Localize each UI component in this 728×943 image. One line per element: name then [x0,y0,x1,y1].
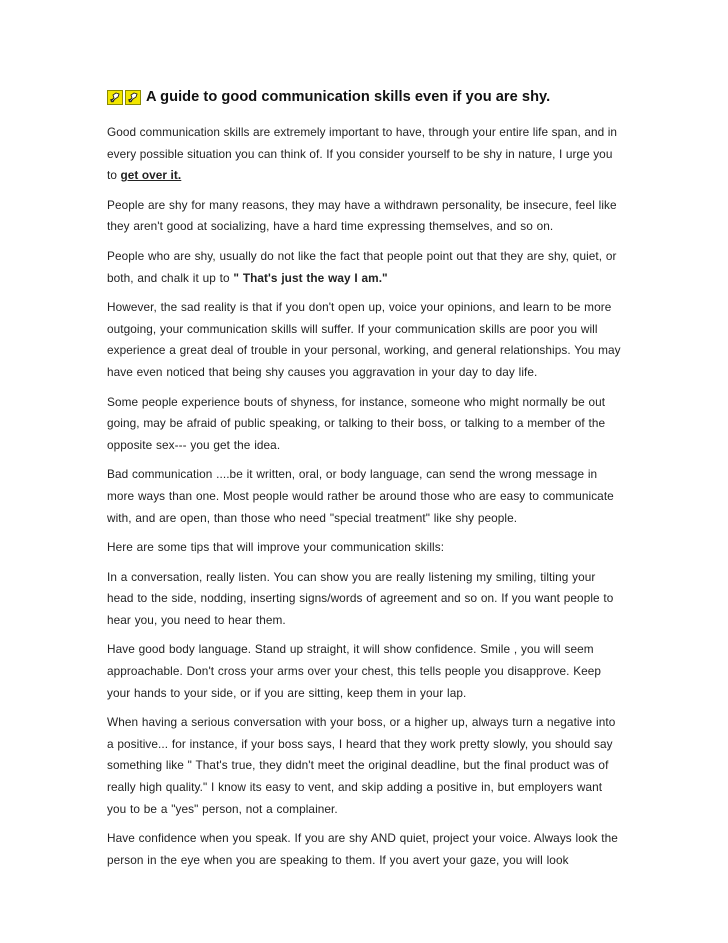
paragraph-text: People who are shy, usually do not like the fact that people point out that they are shy, quiet, or both, and chalk it up to [107,248,617,285]
title-icons [107,90,143,105]
paragraph: Bad communication ....be it written, oral, or body language, can send the wrong message in more ways than one. Most people would rather be around those who are easy to communicate with, and are open, than those who need "special treatment" like shy people. [107,467,614,525]
paragraph [107,122,622,187]
paragraph: Have confidence when you speak. If you are shy AND quiet, project your voice. Always look the person in the eye when you are speaking to them. If you avert your gaze, you will look [107,831,618,867]
paragraph [107,246,622,289]
quote-bold: " That's just the way I am." [233,270,388,285]
rocket-icon [125,90,141,105]
paragraph: When having a serious conversation with your boss, or a higher up, always turn a negative into a positive... for instance, if your boss says, I heard that they work pretty slowly, you should say something like " That's true, they didn't meet the original deadline, but the final product was of really high quality." I know its easy to vent, and skip adding a positive in, but employers want you to be a "yes" person, not a complainer. [107,715,616,816]
rocket-icon [107,90,123,105]
title-row [107,84,622,110]
paragraph-text: Good communication skills are extremely important to have, through your entire life span, and in every possible situation you can think of. If you consider yourself to be shy in nature, I urge you to [107,125,618,183]
paragraph: In a conversation, really listen. You can show you are really listening my smiling, tilting your head to the side, nodding, inserting signs/words of agreement and so on. If you want people to hear you, you need to hear them. [107,569,614,627]
paragraph: Some people experience bouts of shyness, for instance, someone who might normally be out going, may be afraid of public speaking, or talking to their boss, or talking to a member of the opposite sex--- you get the idea. [107,394,606,452]
get-over-it-link[interactable]: get over it. [120,168,182,183]
document-title: A guide to good communication skills even if you are shy. [146,89,551,105]
paragraph: However, the sad reality is that if you don't open up, voice your opinions, and learn to be more outgoing, your communication skills will suffer. If your communication skills are poor you will experience a great deal of trouble in your personal, working, and general relationships. You may have even noticed that being shy causes you aggravation in your day to day life. [107,300,621,379]
paragraph: Have good body language. Stand up straight, it will show confidence. Smile , you will seem approachable. Don't cross your arms over your chest, this tells people you disapprove. Keep your hands to your side, or if you are sitting, keep them in your lap. [107,642,602,700]
paragraph: People are shy for many reasons, they may have a withdrawn personality, be insecure, feel like they aren't good at socializing, have a hard time expressing themselves, and so on. [107,197,617,234]
document-page [107,84,622,879]
paragraph: Here are some tips that will improve your communication skills: [107,540,445,555]
